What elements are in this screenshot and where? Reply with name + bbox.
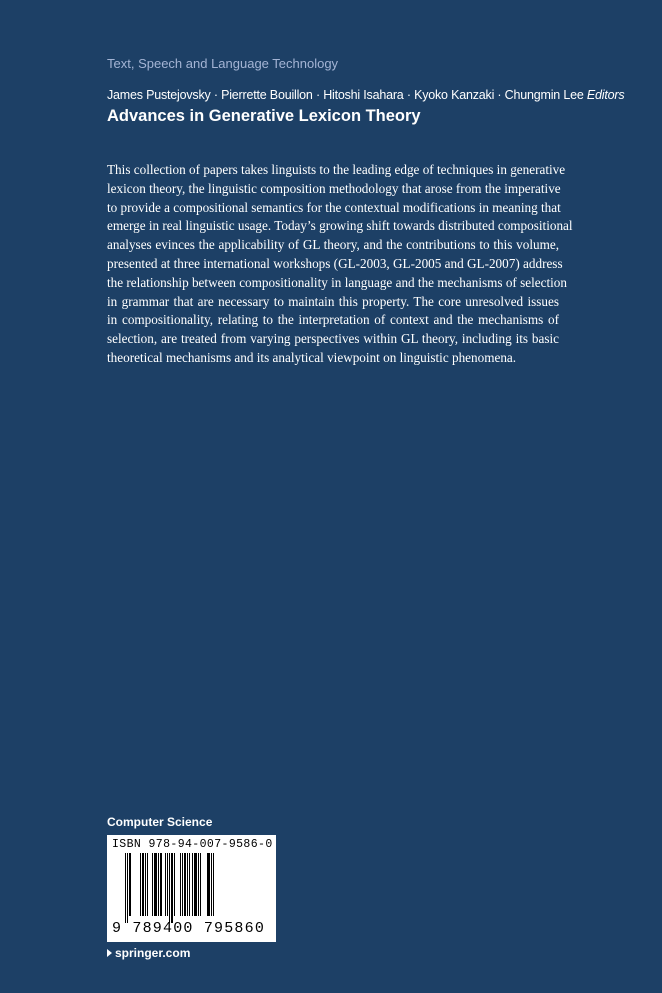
barcode-bar [198, 853, 199, 916]
barcode-bar [140, 853, 141, 916]
blurb-line: selection, are treated from varying perspectives within GL theory, including its basic [107, 331, 559, 347]
barcode-bar [152, 853, 153, 916]
barcode-bar [194, 853, 197, 916]
barcode-bar [184, 853, 186, 916]
blurb-line: lexicon theory, the linguistic composition methodology that arose from the imperative [107, 180, 561, 196]
blurb-line: to provide a compositional semantics for the contextual modifications in meaning that [107, 199, 561, 215]
barcode-bar [165, 853, 166, 916]
book-title: Advances in Generative Lexicon Theory [107, 107, 421, 125]
isbn-text: ISBN 978-94-007-9586-0 [112, 838, 273, 851]
blurb-line: in compositionality, relating to the interpretation of context and the mechanisms of [107, 312, 559, 328]
blurb-line: in grammar that are necessary to maintain this property. The core unresolved issues [107, 293, 559, 309]
barcode-bar [129, 853, 131, 916]
barcode-bar [147, 853, 148, 916]
barcode-bar [171, 853, 173, 923]
barcode-digits: 9 789400 795860 [112, 920, 266, 937]
barcode-bar [145, 853, 146, 916]
barcode-bar [189, 853, 190, 916]
arrow-icon [107, 949, 112, 957]
editor-names: James Pustejovsky · Pierrette Bouillon · Hitoshi Isahara · Kyoko Kanzaki · Chungmin Lee [107, 88, 584, 102]
barcode-bar [160, 853, 162, 916]
category-label: Computer Science [107, 815, 213, 829]
barcode-bar [211, 853, 212, 916]
barcode-bar [182, 853, 183, 916]
blurb-line: emerge in real linguistic usage. Today’s growing shift towards distributed compositional [107, 218, 573, 234]
series-title: Text, Speech and Language Technology [107, 56, 339, 71]
barcode [107, 835, 276, 942]
barcode-bar [154, 853, 157, 916]
barcode-bar [174, 853, 175, 916]
website-text: springer.com [115, 946, 191, 960]
barcode-bar [213, 853, 214, 916]
blurb-line: analyses evinces the applicability of GL theory, and the contributions to this volume, [107, 237, 559, 253]
blurb-text [107, 161, 573, 368]
barcode-bar [127, 853, 128, 923]
barcode-bar [167, 853, 168, 916]
barcode-bar [207, 853, 210, 916]
barcode-bar [142, 853, 144, 916]
editors-label: Editors [586, 88, 625, 102]
barcode-bar [200, 853, 201, 916]
blurb-line: theoretical mechanisms and its analytical viewpoint on linguistic phenomena. [107, 349, 517, 365]
barcode-bar [125, 853, 126, 923]
blurb-line: presented at three international workshops (GL-2003, GL-2005 and GL-2007) address [107, 255, 563, 271]
editors-line [107, 88, 624, 102]
barcode-bar [187, 853, 188, 916]
blurb-line: the relationship between compositionality in language and the mechanisms of selection [107, 274, 567, 290]
barcode-bar [158, 853, 159, 916]
barcode-bar [180, 853, 181, 916]
blurb-line: This collection of papers takes linguists to the leading edge of techniques in generative [107, 162, 566, 177]
barcode-bar [192, 853, 193, 916]
barcode-bar [169, 853, 170, 923]
website-link[interactable] [107, 946, 190, 960]
